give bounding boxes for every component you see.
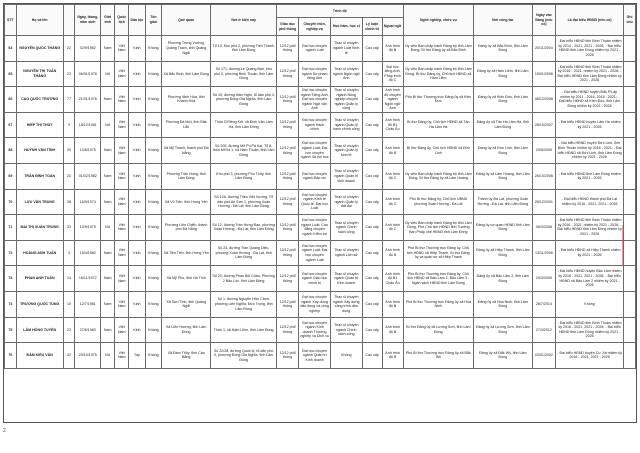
row-workplace: Đảng ủy xã Lương Sơn, tỉnh Lâm Đồng — [474, 317, 533, 343]
row-name: TRẦN ĐÌNH TOÀN — [16, 163, 63, 189]
row-notes — [624, 87, 636, 113]
row-name: ĐẢM KIỀU VÂN — [16, 343, 63, 369]
row-academic: Không — [330, 343, 362, 369]
col-specialty: Chuyên môn, nghiệp vụ — [299, 18, 331, 36]
row-dob: 27/6/1983 — [75, 317, 101, 343]
row-ethnicity: Kinh — [129, 36, 145, 62]
row-stt: 72 — [5, 240, 17, 266]
row-nationality: Việt Nam — [115, 240, 129, 266]
row-academic: Thạc sĩ chuyên ngành Chính sách công — [330, 215, 362, 241]
row-specialty: Đại học chuyên ngành Luật — [299, 36, 331, 62]
row-gender: Nam — [101, 36, 115, 62]
row-nationality: Việt Nam — [115, 343, 129, 369]
row-specialty: Đại học chuyên ngành Bảo chí — [299, 163, 331, 189]
row-notes — [624, 291, 636, 317]
row-nationality: Việt Nam — [115, 87, 129, 113]
col-delegate: Là đại biểu HĐND (nếu có) — [556, 5, 624, 36]
row-stt: 66 — [5, 87, 17, 113]
row-code: 38 — [63, 189, 75, 215]
row-code: 29 — [63, 138, 75, 164]
row-residence: Số 171, đường Lê Quang Bạn, khu phố 5, phường Bình Thuận, tỉnh Lâm Đồng — [211, 61, 277, 87]
row-politics: Cao cấp — [362, 61, 382, 87]
row-occupation: Bí thư Đảng ủy xã Lương Sơn, tỉnh Lâm Đồng — [403, 317, 473, 343]
row-occupation: Phó Bí thư Thường trực Đảng ủy xã Đắk Wil — [403, 343, 473, 369]
col-academic: Học hàm, học vị — [330, 18, 362, 36]
row-notes — [624, 266, 636, 292]
row-dob: 02/9/1982 — [75, 36, 101, 62]
row-workplace: Đảng ủy xã Đắk Wil, tỉnh Lâm Đồng — [474, 343, 533, 369]
row-religion: Không — [145, 317, 161, 343]
row-workplace: Đảng ủy xã Đức Linh, tỉnh Lâm Đồng — [474, 138, 533, 164]
row-dob: 20/10/1975 — [75, 343, 101, 369]
row-ethnicity: Kinh — [129, 138, 145, 164]
row-code: 9 — [63, 112, 75, 138]
row-delegate: - Đại biểu HĐND tỉnh Bình Thuận nhiệm kỳ 2016 - 2021, nhiệm kỳ 2021 - 2026; - Đại biểu HĐND tỉnh Lâm Đồng nhiệm kỳ 2021 - 2026 — [556, 61, 624, 87]
row-stt: 71 — [5, 215, 17, 241]
row-workplace: Đảng ủy xã Tân Hà Lâm Hà, tỉnh Lâm Đồng — [474, 112, 533, 138]
row-hometown: Phường Liên Chiểu, thành phố Đà Nẵng — [162, 215, 211, 241]
row-general-edu: 12/12 phổ thông — [277, 266, 299, 292]
row-language: Anh trình độ B — [382, 138, 403, 164]
row-workplace: Đảng ủy xã Lâm Hoàng, tỉnh Lâm Đồng — [474, 163, 533, 189]
row-gender: Nam — [101, 138, 115, 164]
table-row — [5, 87, 636, 113]
row-notes — [624, 61, 636, 87]
row-residence: Số 15, đường Hàm Nghi, tổ dân phố 4, phường Đông Gia Nghĩa, tỉnh Lâm Đồng — [211, 87, 277, 113]
row-nationality: Việt Nam — [115, 215, 129, 241]
row-occupation: Ủy viên Ban chấp hành Đảng bộ tỉnh Lâm Đồng, Bí thư Đảng ủy xã Lâm Hoàng — [403, 163, 473, 189]
row-language: Đại học tiếng Anh, Pháp trình độ C — [382, 61, 403, 87]
row-ethnicity: Kinh — [129, 87, 145, 113]
row-stt: 76 — [5, 343, 17, 369]
row-occupation: Ủy viên Ban chấp hành Đảng bộ tỉnh Lâm Đồng, Bí thư Đảng ủy xã Bắc Bình — [403, 36, 473, 62]
row-residence: Số 1, đường Nguyễn Hữu Cảnh, phường Liên Nghĩa, Đức Trọng, tỉnh Lâm Đồng — [211, 291, 277, 317]
row-stt: 69 — [5, 163, 17, 189]
col-nationality: Quốc tịch — [115, 5, 129, 36]
row-politics: Cao cấp — [362, 163, 382, 189]
row-stt: 67 — [5, 112, 17, 138]
row-ethnicity: Kinh — [129, 291, 145, 317]
row-gender: Nữ — [101, 343, 115, 369]
row-party-date: 20/11/2004 — [532, 36, 555, 62]
row-delegate: Không — [556, 291, 624, 317]
row-name: NGUYỄN QUỐC THẮNG — [16, 36, 63, 62]
row-code: 23 — [63, 61, 75, 87]
row-hometown: Phường Đà Mới, tỉnh Đắk Lắk — [162, 112, 211, 138]
row-residence: Số 22/28, đường Quốc lộ, tổ dân phố 9, phường Đông Gia Nghĩa, tỉnh Lâm Đồng — [211, 343, 277, 369]
table-row — [5, 266, 636, 292]
row-code: 32 — [63, 343, 75, 369]
row-specialty: Đại học chuyên ngành Sư phạm tiếng Anh — [299, 61, 331, 87]
row-general-edu: 12/12 phổ thông — [277, 138, 299, 164]
row-academic: Thạc sĩ chuyên ngành Ngôn ngữ Anh — [330, 61, 362, 87]
row-name: PHAN ANH TUẤN — [16, 266, 63, 292]
row-academic: Thạc sĩ chuyên ngành Luật Kinh tế — [330, 36, 362, 62]
row-residence: Khu phố 3, phường Phú Thủy, tỉnh Lâm Đồng — [211, 163, 277, 189]
row-delegate: - Đại biểu HĐND huyện Cư Jút nhiệm kỳ 2016 - 2021, 2021 - 2026 — [556, 343, 624, 369]
col-dob: Ngày, tháng, năm sinh — [75, 5, 101, 36]
col-general-edu: Giáo dục phổ thông — [277, 18, 299, 36]
row-delegate: - Đại biểu HĐND tỉnh Bình Thuận nhiệm kỳ 2014 - 2021, 2021 - 2026; - Đại biểu HĐND tỉnh Lâm Đồng nhiệm kỳ 2021 - 2026 — [556, 36, 624, 62]
row-notes — [624, 138, 636, 164]
row-specialty: Đại học chuyên ngành Kinh tế Quốc tế, Đại học Luật — [299, 189, 331, 215]
row-workplace: Đảng ủy xã Bảo Lâm 2, tỉnh Lâm Đồng — [474, 266, 533, 292]
col-hometown: Quê quán — [162, 5, 211, 36]
row-delegate: - Đại biểu HĐND tỉnh Lâm Đồng nhiệm kỳ 2021 - 2026 — [556, 163, 624, 189]
row-dob: 15/4/1982 — [75, 240, 101, 266]
row-workplace: Đảng ủy xã Hiệp Thạnh, tỉnh Lâm Đồng — [474, 240, 533, 266]
row-party-date: 03/01/2002 — [532, 343, 555, 369]
row-party-date: 20/3/2005 — [532, 266, 555, 292]
row-politics: Cao cấp — [362, 317, 382, 343]
row-gender: Nam — [101, 240, 115, 266]
col-language: Ngoại ngữ — [382, 18, 403, 36]
row-name: MAI THỊ XUÂN TRUNG — [16, 215, 63, 241]
row-politics: Cao cấp — [362, 87, 382, 113]
row-nationality: Việt Nam — [115, 36, 129, 62]
row-stt: 73 — [5, 266, 17, 292]
row-academic: Thạc sĩ chuyên ngành Quản trị kinh doanh — [330, 163, 362, 189]
row-notes — [624, 163, 636, 189]
table-row — [5, 343, 636, 369]
row-notes — [624, 343, 636, 369]
row-academic: Thạc sĩ chuyên ngành Quản lý hành chính công — [330, 112, 362, 138]
col-party-date: Ngày vào Đảng (nếu có) — [532, 5, 555, 36]
row-hometown: Xã Mỹ Thành, thành phố Đà Nẵng — [162, 138, 211, 164]
row-language: Anh trình độ B — [382, 317, 403, 343]
col-name: Họ và tên — [16, 5, 63, 36]
row-name: LƯU VĂN TRUNG — [16, 189, 63, 215]
row-politics: Cao cấp — [362, 291, 382, 317]
row-general-edu: 12/12 phổ thông — [277, 291, 299, 317]
row-specialty: Đại học chuyên ngành Tiếng Anh, Đại học chuyên ngành Ngữ văn Anh — [300, 88, 329, 111]
row-religion: Không — [145, 189, 161, 215]
row-dob: 12/7/1981 — [75, 291, 101, 317]
table-row — [5, 61, 636, 87]
table-row — [5, 163, 636, 189]
row-notes — [624, 189, 636, 215]
row-ethnicity: Kinh — [129, 163, 145, 189]
row-politics: Cao cấp — [362, 112, 382, 138]
row-language: Anh trình độ B — [382, 240, 403, 266]
row-ethnicity: Kinh — [129, 317, 145, 343]
row-gender: Nữ — [101, 61, 115, 87]
row-gender: Nam — [101, 163, 115, 189]
row-notes — [624, 36, 636, 62]
col-religion: Tôn giáo — [145, 5, 161, 36]
row-ethnicity: Kinh — [129, 240, 145, 266]
row-general-edu: 12/12 phổ thông — [277, 61, 299, 87]
row-code: 4 — [63, 240, 75, 266]
row-religion: Không — [145, 215, 161, 241]
row-delegate: - Đại biểu HĐND huyện Bảo Lâm nhiệm kỳ 2016 - 2021, 2021 - 2026; - Đại biểu HĐND xã Bảo Lâm 2 nhiệm kỳ 2021 - 2026 — [556, 266, 624, 292]
row-name: HOÀNG ANH TUẤN — [16, 240, 63, 266]
row-religion: Không — [145, 163, 161, 189]
row-delegate: - Đại biểu HĐND thành phố Đà Lạt nhiệm kỳ 2016 - 2021, 2021 - 2026 — [556, 189, 624, 215]
row-notes — [624, 317, 636, 343]
col-notes: Ghi chú — [624, 5, 636, 36]
row-residence: Số 24, đường Trần Quang Diệu, phường Xuân Hương - Đà Lạt, tỉnh Lâm Đồng — [211, 240, 277, 266]
row-dob: 16/11/1972 — [75, 266, 101, 292]
row-ethnicity: Kinh — [129, 215, 145, 241]
row-language: Anh trình độ B — [382, 36, 403, 62]
row-name: NGUYỄN THỊ TUẤN THẮNG — [16, 61, 63, 87]
row-delegate: - Đại biểu HĐND huyện Đắk R'Lấp nhiệm kỳ 2011 - 2016, 2016 - 2021; - Đại biểu HĐND xã Kiến Đức, tỉnh Lâm Đồng nhiệm kỳ 2021 - 2026 — [556, 87, 624, 113]
row-general-edu: 12/12 phổ thông — [277, 87, 299, 113]
row-stt: 74 — [5, 291, 17, 317]
table-row — [5, 317, 636, 343]
row-party-date: 06/3/2008 — [532, 215, 555, 241]
row-language: Anh trình độ B1 Châu Âu — [382, 266, 403, 292]
row-general-edu: 12/12 phổ thông — [277, 163, 299, 189]
row-religion: Không — [145, 291, 161, 317]
col-workplace: Nơi công tác — [474, 5, 533, 36]
row-code: 33 — [63, 215, 75, 241]
row-delegate: - Đại biểu HĐND tỉnh Bình Thuận nhiệm kỳ 2016 - 2021, nhiệm kỳ 2021 - 2026; - Đại biểu HĐND tỉnh Lâm Đồng nhiệm kỳ 2021 - 2026 — [556, 215, 624, 241]
row-language: Anh trình độ C — [382, 163, 403, 189]
row-occupation: Bí thư Đảng ủy, Chủ tịch HĐND xã Đức Linh — [403, 138, 473, 164]
row-dob: 16/9/1974 — [75, 189, 101, 215]
row-residence: Số 20, đường Phan Bội Châu, Phường 2 Bảo Lộc, tỉnh Lâm Đồng — [211, 266, 277, 292]
row-ethnicity: Kinh — [129, 112, 145, 138]
row-academic: Thạc sĩ chuyên ngành Xây dựng công trình dân dụng — [330, 291, 362, 317]
col-politics: Lý luận chính trị — [362, 18, 382, 36]
row-ethnicity: Kinh — [129, 61, 145, 87]
row-dob: 21/01/1978 — [75, 87, 101, 113]
row-hometown: Xã Đàm Thủy, tỉnh Cao Bằng — [162, 343, 211, 369]
row-politics: Cao cấp — [362, 343, 382, 369]
row-religion: Không — [145, 36, 161, 62]
row-ethnicity: Tày — [129, 343, 145, 369]
row-occupation: Ủy viên Ban chấp hành Đảng bộ tỉnh Lâm Đồng, Phó Chủ tịch HĐND tỉnh Trưởng Ban Pháp chế HĐND tỉnh Lâm Đồng — [403, 215, 473, 241]
row-code: 13 — [63, 266, 75, 292]
row-occupation: Phó Bí thư Thường trực Đảng ủy, Chủ tịch HĐND xã Hiệp Thạnh, Bí thư Đảng ủy và quân sự xã Hiệp Thạnh — [403, 240, 473, 266]
row-name: CAO QUỐC TRƯỜNG — [16, 87, 63, 113]
row-religion: Không — [145, 266, 161, 292]
row-stt: 65 — [5, 61, 17, 87]
row-name: LÂM HỒNG TUYẾN — [16, 317, 63, 343]
table-row — [5, 36, 636, 62]
row-academic: Thạc sĩ chuyên ngành Lịch sử — [330, 240, 362, 266]
row-specialty: Đại học chuyên ngành Hành chính — [299, 112, 331, 138]
row-name: HIẾP THỊ THÙY — [16, 112, 63, 138]
row-general-edu: 12/12 phổ thông — [277, 240, 299, 266]
row-language: Anh trình độ B — [382, 291, 403, 317]
table-header — [5, 5, 636, 36]
red-stamp-mark — [622, 225, 633, 265]
col-stt: STT — [5, 5, 17, 36]
row-religion: Không — [145, 61, 161, 87]
row-general-edu: 12/12 phổ thông — [277, 112, 299, 138]
row-party-date: 28/10/2007 — [532, 112, 555, 138]
row-specialty: Đại học chuyên ngành Quản trị Kinh doanh — [299, 343, 331, 369]
row-party-date: 15/01/2006 — [532, 61, 555, 87]
row-language: Anh trình độ C — [382, 215, 403, 241]
row-party-date: 27/3/2012 — [532, 317, 555, 343]
row-gender: Nam — [101, 266, 115, 292]
row-hometown: Xã Mỹ Phú, tỉnh Hà Tĩnh — [162, 266, 211, 292]
row-occupation: Phó Bí thư Thường trực Đảng ủy xã Kiến Đức — [403, 87, 473, 113]
row-workplace: Thành ủy Đà Lạt, phường Xuân Hương - Đà Lạt, tỉnh Lâm Đồng — [474, 189, 533, 215]
row-gender: Nam — [101, 189, 115, 215]
col-code — [63, 5, 75, 36]
row-residence: Thôn D'Riêng Kết, xã Đinh Văn Lâm Hà, tỉnh Lâm Đồng — [211, 112, 277, 138]
row-nationality: Việt Nam — [115, 189, 129, 215]
row-code: 10 — [63, 291, 75, 317]
row-delegate: - Đại biểu HĐND huyện Đức Linh, tỉnh Bình Thuận nhiệm kỳ 2016 - 2021; - Đại biểu HĐND xã Đức Linh, tỉnh Lâm Đồng nhiệm kỳ 2021 - 2026 — [556, 138, 624, 164]
row-hometown: Phường Ninh Hòa, tỉnh Khánh Hòa — [162, 87, 211, 113]
row-religion: Không — [145, 343, 161, 369]
table-row — [5, 291, 636, 317]
row-general-edu: 12/12 phổ thông — [277, 36, 299, 62]
row-politics: Cao cấp — [362, 266, 382, 292]
row-workplace: Đảng ủy xã Kiến Đức, tỉnh Lâm Đồng — [474, 87, 533, 113]
row-dob: 01/02/1982 — [75, 163, 101, 189]
row-specialty: Đại học chuyên ngành Luật; Đại học chuyên ngành Luật — [299, 240, 331, 266]
row-academic: Thạc sĩ chuyên ngành Nông nghiệp chuyên ngành Quản lý công — [330, 87, 362, 113]
row-religion: Không — [145, 87, 161, 113]
row-nationality: Việt Nam — [115, 61, 129, 87]
page-footer-mark: 2 — [3, 428, 6, 434]
row-dob: 18/12/1981 — [75, 112, 101, 138]
table-row — [5, 215, 636, 241]
col-gender: Giới tính — [101, 5, 115, 36]
row-occupation: Phó Bí thư Thường trực Đảng ủy xã Hòa Ninh — [403, 291, 473, 317]
row-occupation: Bí thư Đảng ủy, Chủ tịch HĐND xã Tân Hà Lâm Hà — [403, 112, 473, 138]
row-code: 22 — [63, 36, 75, 62]
row-specialty: Đại học chuyên ngành Xây dựng dân dụng và công nghiệp — [299, 291, 331, 317]
row-academic: Thạc sĩ chuyên ngành Quản lý kinh tế — [330, 138, 362, 164]
row-specialty: Đại học chuyên ngành Giáo dục chính trị — [299, 266, 331, 292]
row-party-date: 26/10/2006 — [532, 163, 555, 189]
col-education-group: Trình độ — [277, 5, 404, 18]
row-nationality: Việt Nam — [115, 317, 129, 343]
row-residence: Thôn 1, xã Hàm Liêm, tỉnh Lâm Đồng — [211, 317, 277, 343]
row-academic: Thạc sĩ chuyên ngành Chính sách công — [330, 317, 362, 343]
col-residence: Nơi ở hiện nay — [211, 5, 277, 36]
row-hometown: Xã Vũ Tiến, tỉnh Hưng Yên — [162, 189, 211, 215]
row-workplace: Đảng ủy xã Hàm Liêm, tỉnh Lâm Đồng — [474, 61, 533, 87]
row-language: Anh trình độ C — [382, 189, 403, 215]
row-gender: Nữ — [101, 215, 115, 241]
candidate-table — [4, 4, 636, 369]
row-code: 20 — [63, 163, 75, 189]
row-general-edu: 12/12 phổ thông — [277, 343, 299, 369]
row-nationality: Việt Nam — [115, 163, 129, 189]
col-occupation: Nghề nghiệp, chức vụ — [403, 5, 473, 36]
row-stt: 68 — [5, 138, 17, 164]
table-row — [5, 112, 636, 138]
row-code: 77 — [63, 87, 75, 113]
row-hometown: Xã Tiên Tiến, tỉnh Hưng Yên — [162, 240, 211, 266]
row-workplace: Đảng ủy xã Hòa Ninh, tỉnh Lâm Đồng — [474, 291, 533, 317]
row-workplace: Đảng ủy cơ quan HĐND tỉnh Lâm Đồng — [474, 215, 533, 241]
row-residence: Số 205, đường Mê Pu Pa Kai, Tổ 8, thôn MH'Ia 1, xã Hàm Thuận, tỉnh Lâm Đồng — [211, 138, 277, 164]
row-gender: Nam — [101, 87, 115, 113]
row-specialty: Đại học chuyên ngành Kinh doanh Thương nghiệp và Dịch vụ — [299, 317, 331, 343]
row-academic: Thạc sĩ chuyên ngành Quản lý đất đai — [330, 189, 362, 215]
row-gender: Nữ — [101, 112, 115, 138]
row-party-date: 25/12/2001 — [532, 189, 555, 215]
row-party-date: 06/12/2008 — [532, 87, 555, 113]
row-nationality: Việt Nam — [115, 266, 129, 292]
row-name: HUỲNH VĂN TÌNH — [16, 138, 63, 164]
row-residence: Số 12, đường Trần Hưng Đạo, phường Xuân Hương - Đà Lạt, tỉnh Lâm Đồng — [211, 215, 277, 241]
row-dob: 06/01/1978 — [75, 61, 101, 87]
table-body — [5, 36, 636, 369]
row-language: Anh trình độ B — [382, 343, 403, 369]
row-delegate: - Đại biểu HĐND huyện Lâm Hà nhiệm kỳ 2021 - 2026 — [556, 112, 624, 138]
table-row — [5, 189, 636, 215]
row-language: Anh trình độ chuyên ngành Ngôn ngữ Anh — [382, 87, 403, 113]
col-ethnicity: Dân tộc — [129, 5, 145, 36]
row-party-date: 26/7/2014 — [532, 291, 555, 317]
row-stt: 75 — [5, 317, 17, 343]
row-occupation: Phó Bí thư Đảng ủy, Chủ tịch UBND phường Xuân Hương - Đà Lạt — [403, 189, 473, 215]
row-academic: Thạc sĩ chuyên ngành Quản trị Kinh doanh — [330, 266, 362, 292]
row-hometown: Phường Trần Hưng, tỉnh Lâm Đồng — [162, 163, 211, 189]
row-stt: 70 — [5, 189, 17, 215]
row-ethnicity: Kinh — [129, 266, 145, 292]
row-politics: Cao cấp — [362, 240, 382, 266]
row-religion: Không — [145, 112, 161, 138]
table-row — [5, 138, 636, 164]
row-general-edu: 12/12 phổ thông — [277, 215, 299, 241]
row-notes — [624, 112, 636, 138]
row-occupation: Ủy viên Ban chấp hành Đảng bộ tỉnh Lâm Đồng, Bí thư Đảng ủy, Chủ tịch HĐND xã Hàm Liêm — [403, 61, 473, 87]
row-hometown: Xã Sơn Tịnh, tỉnh Quảng Ngãi — [162, 291, 211, 317]
row-specialty: Đại học chuyên ngành Luật; Cao đẳng chuyên ngành Kiểm tra — [299, 215, 331, 241]
table-row — [5, 240, 636, 266]
row-delegate: - Đại biểu HĐND tỉnh Bình Thuận nhiệm kỳ 2016 - 2021, 2021 - 2026; - Đại biểu HĐND tỉnh Lâm Đồng nhiệm kỳ 2021 - 2026 — [556, 317, 624, 343]
row-language: Anh trình độ B1 Châu Âu — [382, 112, 403, 138]
row-general-edu: 12/12 phổ thông — [277, 317, 299, 343]
row-religion: Không — [145, 138, 161, 164]
row-politics: Cao cấp — [362, 138, 382, 164]
row-residence: Số 12A, đường Triệu Việt Vương, Tổ dân phố An Sơn 1, phường Xuân Hương - Đà Lạt, tỉnh Lâm Đồng — [211, 189, 277, 215]
row-workplace: Đảng ủy xã Bắc Bình, tỉnh Lâm Đồng — [474, 36, 533, 62]
row-code: 23 — [63, 317, 75, 343]
row-residence: Tổ 10, Khu phố 2, phường Tiến Thành, tỉnh Lâm Đồng — [211, 36, 277, 62]
row-specialty: Đại học chuyên ngành Luật; Đại học chuyên ngành Xã hội học — [299, 138, 331, 164]
row-hometown: Xã Liên Hương, tỉnh Lâm Đồng — [162, 317, 211, 343]
row-hometown: Phường Trưng Vương, Quảng Trạch, tỉnh Quảng Ngãi — [162, 36, 211, 62]
candidate-list-sheet — [3, 3, 637, 423]
row-delegate: - Đại biểu HĐND xã Hiệp Thạnh nhiệm kỳ 2021 - 2026 — [556, 240, 624, 266]
row-religion: Không — [145, 240, 161, 266]
row-politics: Cao cấp — [362, 36, 382, 62]
row-dob: 10/8/1975 — [75, 138, 101, 164]
row-name: TRƯƠNG QUỐC TÙNG — [16, 291, 63, 317]
row-nationality: Việt Nam — [115, 291, 129, 317]
row-politics: Cao cấp — [362, 189, 382, 215]
row-ethnicity: Kinh — [129, 189, 145, 215]
row-party-date: 20/5/2005 — [532, 138, 555, 164]
row-nationality: Việt Nam — [115, 112, 129, 138]
row-party-date: 13/11/2008 — [532, 240, 555, 266]
row-hometown: Xã Bắc Bình, tỉnh Lâm Đồng — [162, 61, 211, 87]
row-occupation: Phó Bí thư Thường trực Đảng ủy, Chủ tịch HĐND xã Bảo Lâm 2, Bảo Lâm 3 - Ngân sách HĐND tỉnh Lâm Đồng — [403, 266, 473, 292]
row-gender: Nam — [101, 291, 115, 317]
row-general-edu: 12/12 phổ thông — [277, 189, 299, 215]
row-nationality: Việt Nam — [115, 138, 129, 164]
row-stt: 64 — [5, 36, 17, 62]
row-politics: Cao cấp — [362, 215, 382, 241]
row-gender: Nam — [101, 317, 115, 343]
row-dob: 12/9/1975 — [75, 215, 101, 241]
